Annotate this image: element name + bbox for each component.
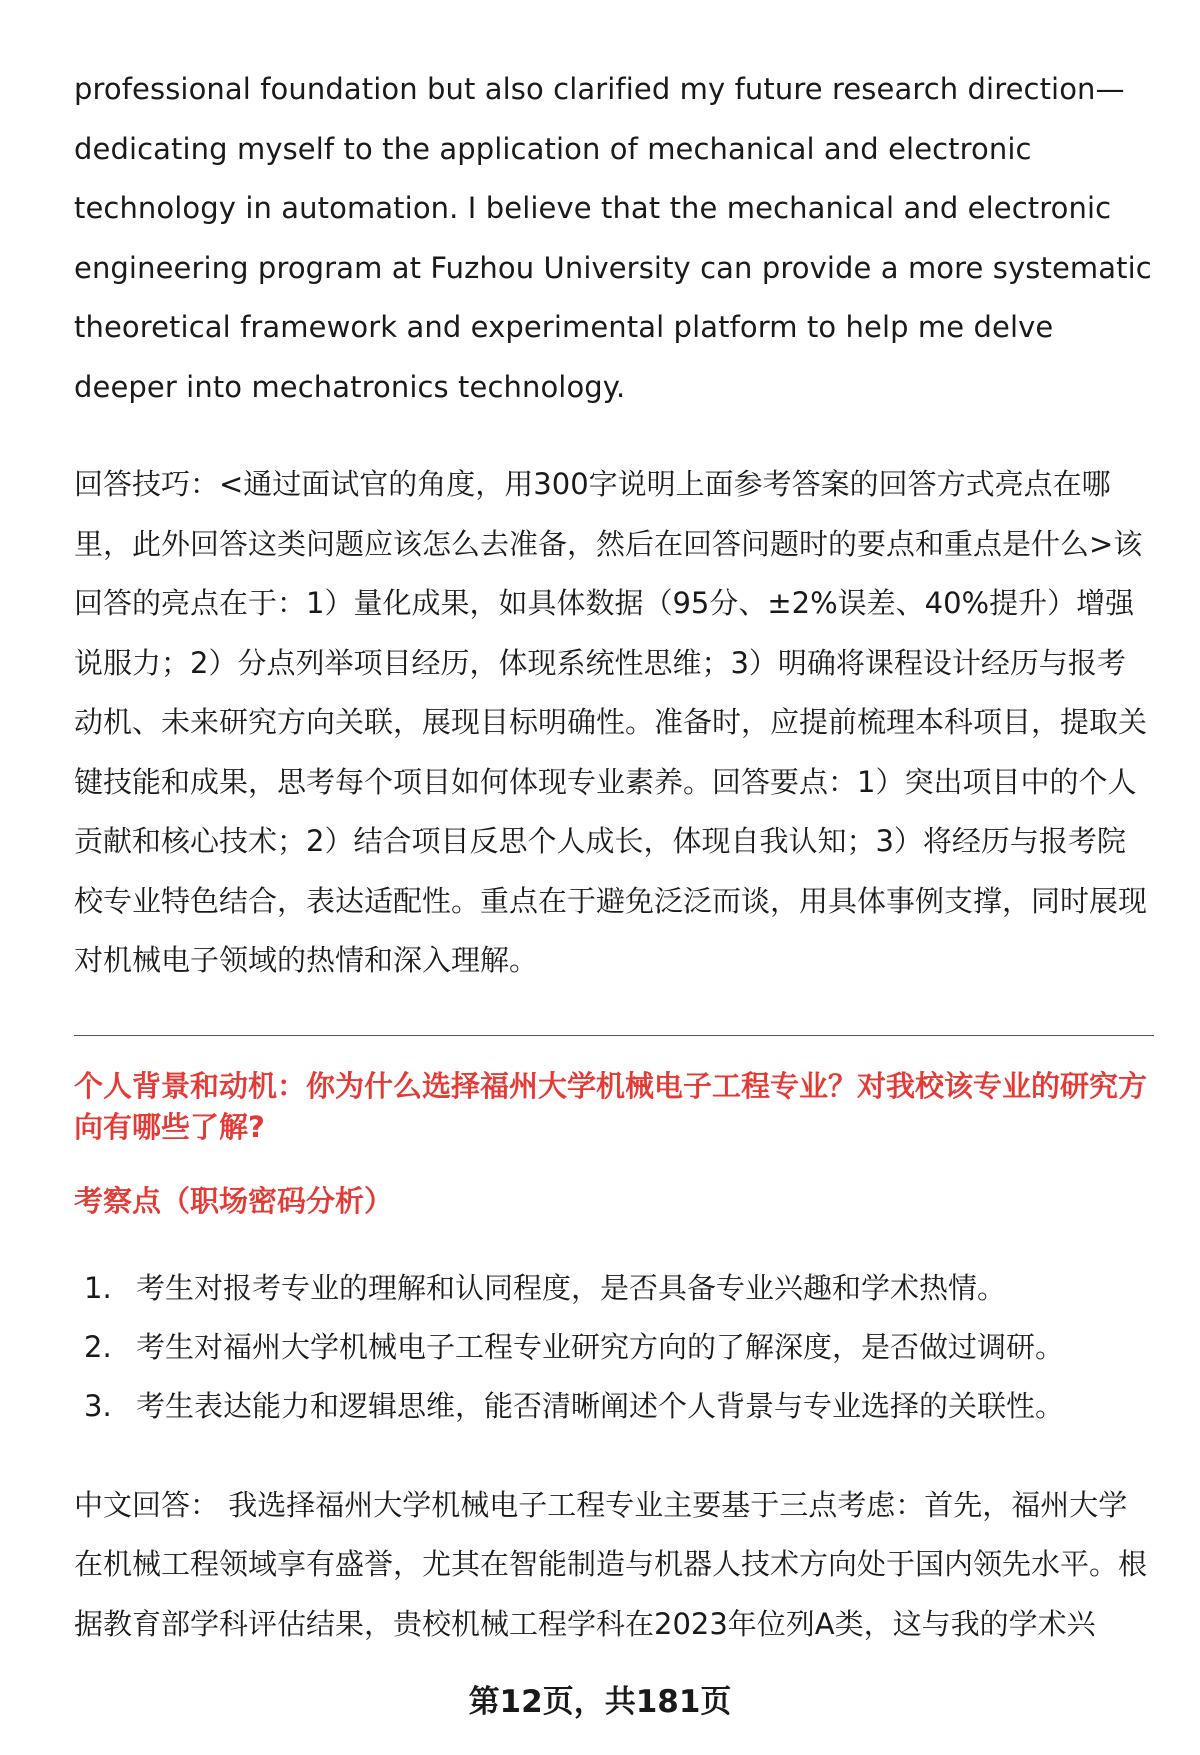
question-heading: 个人背景和动机：你为什么选择福州大学机械电子工程专业？对我校该专业的研究方向有哪些了解?: [74, 1068, 1148, 1144]
list-item-number: 1.: [84, 1270, 112, 1305]
list-item-text: 考生对福州大学机械电子工程专业研究方向的了解深度，是否做过调研。: [136, 1329, 1065, 1364]
assessment-points-list: [74, 1259, 1154, 1436]
list-item-text: 考生表达能力和逻辑思维，能否清晰阐述个人背景与专业选择的关联性。: [136, 1388, 1065, 1423]
section-divider: [74, 1035, 1154, 1036]
answer-tips-paragraph: 回答技巧：<通过面试官的角度，用300字说明上面参考答案的回答方式亮点在哪里，此外回答这类问题应该怎么去准备，然后在回答问题时的要点和重点是什么>该回答的亮点在于：1）量化成果，如具体数据（95分、±2%误差、40%提升）增强说服力；2）分点列举项目经历，体现系统性思维；3）明确将课程设计经历与报考动机、未来研究方向关联，展现目标明确性。准备时，应提前梳理本科项目，提取关键技能和成果，思考每个项目如何体现专业素养。回答要点：1）突出项目中的个人贡献和核心技术；2）结合项目反思个人成长，体现自我认知；3）将经历与报考院校专业特色结合，表达适配性。重点在于避免泛泛而谈，用具体事例支撑，同时展现对机械电子领域的热情和深入理解。: [74, 467, 1148, 977]
chinese-answer-paragraph: 中文回答： 我选择福州大学机械电子工程专业主要基于三点考虑：首先，福州大学在机械工程领域享有盛誉，尤其在智能制造与机器人技术方向处于国内领先水平。根据教育部学科评估结果，贵校机械工程学科在2023年位列A类，这与我的学术兴: [74, 1487, 1148, 1641]
assessment-points-heading: 考察点（职场密码分析）: [74, 1183, 394, 1218]
page-number-footer: 第12页，共181页: [468, 1684, 732, 1720]
page-content: [74, 60, 1154, 1654]
list-item: [74, 1259, 1154, 1318]
list-item-text: 考生对报考专业的理解和认同程度，是否具备专业兴趣和学术热情。: [136, 1270, 1007, 1305]
list-item-number: 2.: [84, 1329, 112, 1364]
english-answer-paragraph: professional foundation but also clarified my future research direction—dedicating myself to the application of mechanical and electronic technology in automation. I believe that the mechanical and electronic engineering program at Fuzhou University can provide a more systematic theoretical framework and experimental platform to help me delve deeper into mechatronics technology.: [74, 72, 1152, 404]
list-item-number: 3.: [84, 1388, 112, 1423]
list-item: [74, 1318, 1154, 1377]
list-item: [74, 1377, 1154, 1436]
